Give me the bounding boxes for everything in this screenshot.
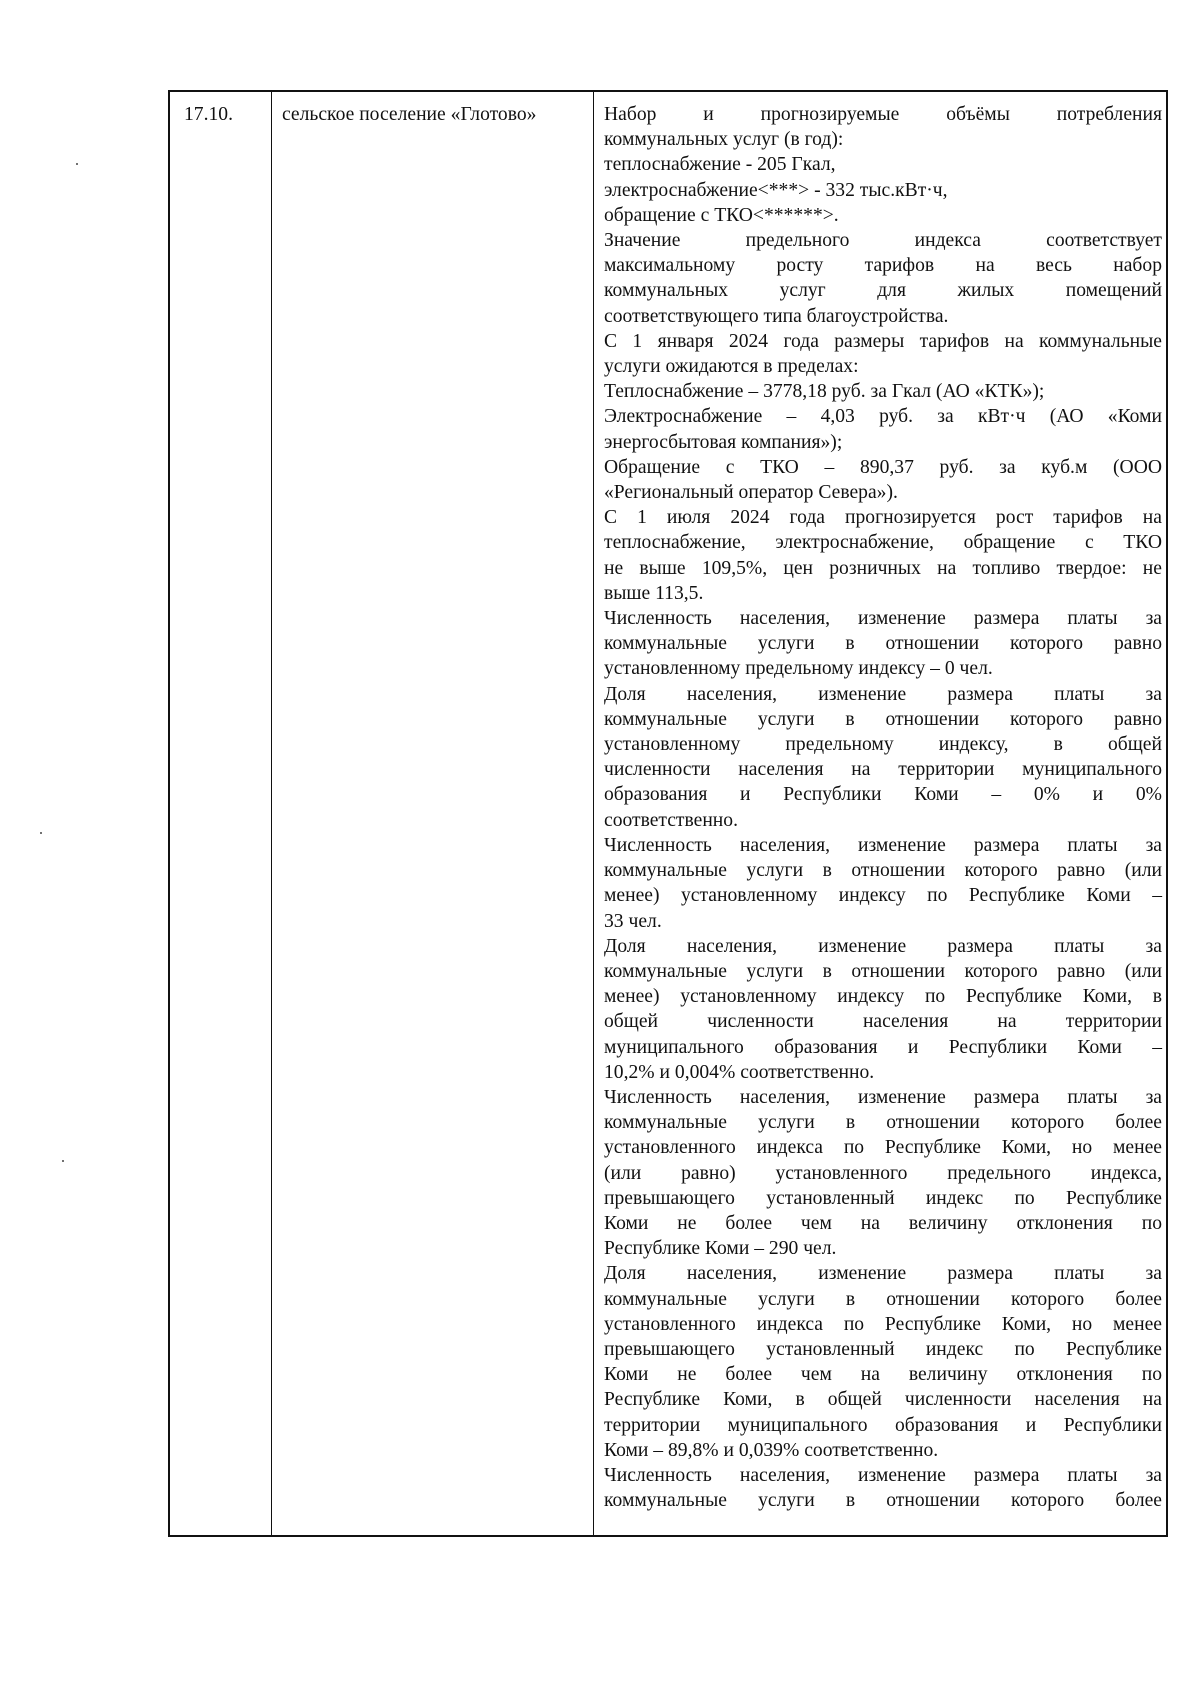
description-cell	[594, 92, 1166, 1535]
description-line: Обращение с ТКО – 890,37 руб. за куб.м (ООО	[604, 456, 1162, 478]
description-line: теплоснабжение, электроснабжение, обращение с ТКО	[604, 532, 1162, 554]
municipality-cell	[272, 92, 594, 1535]
description-line: установленному предельному индексу, в общей	[604, 734, 1162, 756]
description-text	[604, 102, 1162, 1513]
description-line: (или равно) установленного предельного индекса,	[604, 1162, 1162, 1184]
description-line: коммунальные услуги в отношении которого равно	[604, 708, 1162, 730]
description-line: превышающего установленный индекс по Республике	[604, 1187, 1162, 1209]
description-line: коммунальные услуги в отношении которого более	[604, 1288, 1162, 1310]
description-line: территории муниципального образования и Республики	[604, 1414, 1162, 1436]
description-line: Теплоснабжение – 3778,18 руб. за Гкал (АО «КТК»);	[604, 381, 1045, 403]
description-line: установленного индекса по Республике Коми, но менее	[604, 1137, 1162, 1159]
description-line: 33 чел.	[604, 910, 662, 932]
description-line: 10,2% и 0,004% соответственно.	[604, 1061, 875, 1083]
description-line: «Региональный оператор Севера»).	[604, 482, 898, 504]
description-line: коммунальные услуги в отношении которого более	[604, 1112, 1162, 1134]
description-line: теплоснабжение - 205 Гкал,	[604, 154, 836, 176]
description-line: менее) установленному индексу по Республике Коми, в	[604, 986, 1162, 1008]
description-line: Электроснабжение – 4,03 руб. за кВт·ч (АО «Коми	[604, 406, 1162, 428]
description-line: С 1 июля 2024 года прогнозируется рост тарифов на	[604, 507, 1162, 529]
description-line: услуги ожидаются в пределах:	[604, 356, 859, 378]
description-line: численности населения на территории муниципального	[604, 759, 1162, 781]
description-line: Коми не более чем на величину отклонения по	[604, 1364, 1162, 1386]
description-line: Доля населения, изменение размера платы за	[604, 683, 1162, 705]
description-line: Численность населения, изменение размера платы за	[604, 1086, 1162, 1108]
municipality-name: сельское поселение «Глотово»	[282, 104, 537, 125]
description-line: коммунальных услуг для жилых помещений	[604, 280, 1162, 302]
tariff-table	[168, 90, 1168, 1537]
description-line: коммунальные услуги в отношении которого более	[604, 1490, 1162, 1512]
description-line: электроснабжение<***> - 332 тыс.кВт·ч,	[604, 179, 948, 201]
description-line: соответствующего типа благоустройства.	[604, 305, 949, 327]
description-line: выше 113,5.	[604, 582, 704, 604]
description-line: Численность населения, изменение размера платы за	[604, 1464, 1162, 1486]
description-line: установленного индекса по Республике Коми, но менее	[604, 1313, 1162, 1335]
description-line: Численность населения, изменение размера платы за	[604, 608, 1162, 630]
description-line: максимальному росту тарифов на весь набор	[604, 255, 1162, 277]
description-line: энергосбытовая компания»);	[604, 431, 843, 453]
description-line: не выше 109,5%, цен розничных на топливо твердое: не	[604, 557, 1162, 579]
row-number: 17.10.	[184, 104, 233, 125]
scan-speck	[62, 1160, 64, 1162]
description-line: обращение с ТКО<******>.	[604, 204, 839, 226]
description-line: С 1 января 2024 года размеры тарифов на коммунальные	[604, 330, 1162, 352]
description-line: коммунальных услуг (в год):	[604, 129, 844, 151]
description-line: коммунальные услуги в отношении которого равно	[604, 633, 1162, 655]
description-line: общей численности населения на территории	[604, 1011, 1162, 1033]
description-line: муниципального образования и Республики Коми –	[604, 1036, 1162, 1058]
description-line: Численность населения, изменение размера платы за	[604, 834, 1162, 856]
description-line: Республике Коми – 290 чел.	[604, 1238, 837, 1260]
description-line: Коми – 89,8% и 0,039% соответственно.	[604, 1439, 939, 1461]
row-number-cell	[170, 92, 272, 1535]
description-line: образования и Республики Коми – 0% и 0%	[604, 784, 1162, 806]
description-line: коммунальные услуги в отношении которого равно (или	[604, 860, 1162, 882]
description-line: Коми не более чем на величину отклонения по	[604, 1212, 1162, 1234]
scan-speck	[76, 163, 78, 165]
description-line: Набор и прогнозируемые объёмы потребления	[604, 104, 1162, 125]
description-line: коммунальные услуги в отношении которого равно (или	[604, 960, 1162, 982]
description-line: Республике Коми, в общей численности населения на	[604, 1389, 1162, 1411]
description-line: Доля населения, изменение размера платы за	[604, 1263, 1162, 1285]
description-line: менее) установленному индексу по Республике Коми –	[604, 885, 1162, 907]
description-line: превышающего установленный индекс по Республике	[604, 1338, 1162, 1360]
description-line: Доля населения, изменение размера платы за	[604, 935, 1162, 957]
description-line: Значение предельного индекса соответствует	[604, 230, 1162, 252]
description-line: установленному предельному индексу – 0 чел.	[604, 658, 993, 680]
description-line: соответственно.	[604, 809, 738, 831]
scan-speck	[40, 832, 42, 834]
